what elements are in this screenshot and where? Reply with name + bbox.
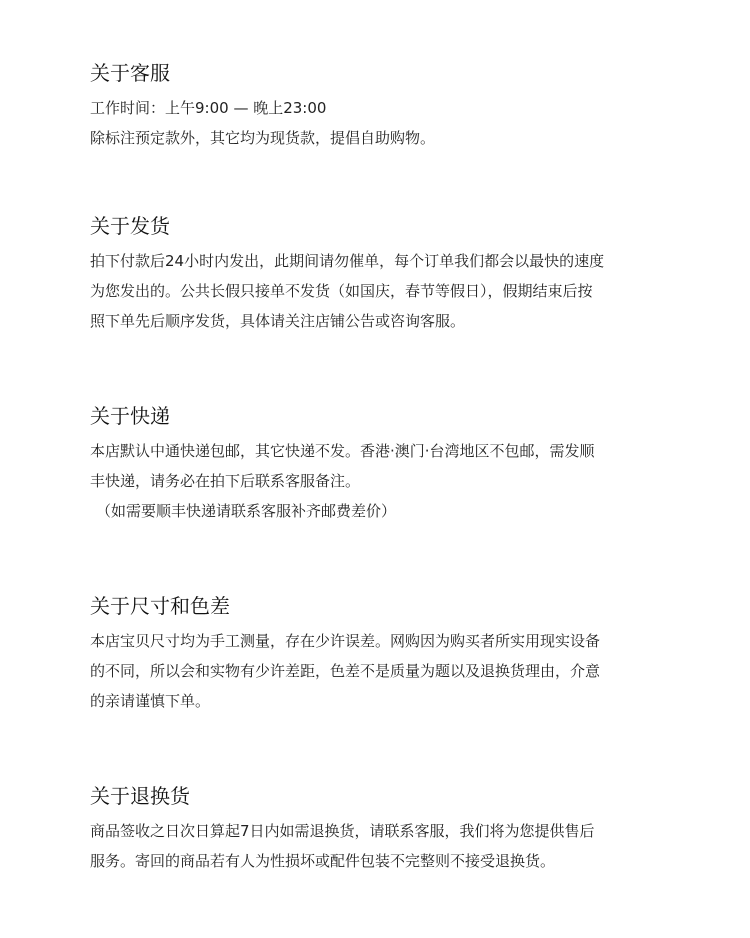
section-text-line: 的不同，所以会和实物有少许差距，色差不是质量为题以及退换货理由，介意 — [90, 662, 601, 680]
section-text-line: 服务。寄回的商品若有人为性损坏或配件包装不完整则不接受退换货。 — [90, 852, 556, 870]
section-customer-service — [90, 59, 680, 153]
section-title: 关于发货 — [90, 214, 170, 238]
section-text-line: 拍下付款后24小时内发出，此期间请勿催单，每个订单我们都会以最快的速度 — [90, 252, 605, 270]
section-text-line: （如需要顺丰快递请联系客服补齐邮费差价） — [96, 502, 397, 520]
section-text-line: 除标注预定款外，其它均为现货款，提倡自助购物。 — [90, 129, 436, 147]
section-size-color — [90, 592, 680, 716]
section-courier — [90, 402, 680, 526]
section-text-line: 照下单先后顺序发货，具体请关注店铺公告或咨询客服。 — [90, 312, 466, 330]
section-text-line: 本店默认中通快递包邮，其它快递不发。香港·澳门·台湾地区不包邮，需发顺 — [90, 442, 595, 460]
section-text-line: 的亲请谨慎下单。 — [90, 692, 211, 710]
section-title: 关于客服 — [90, 61, 170, 85]
section-text-line: 为您发出的。公共长假只接单不发货（如国庆，春节等假日），假期结束后按 — [90, 282, 593, 300]
section-text-line: 商品签收之日次日算起7日内如需退换货，请联系客服，我们将为您提供售后 — [90, 822, 595, 840]
section-text-line: 本店宝贝尺寸均为手工测量，存在少许误差。网购因为购买者所实用现实设备 — [90, 632, 601, 650]
section-text-line: 工作时间：上午9:00 — 晚上23:00 — [90, 99, 327, 117]
section-title: 关于退换货 — [90, 784, 190, 808]
section-title: 关于快递 — [90, 404, 170, 428]
section-returns — [90, 782, 680, 876]
section-text-line: 丰快递，请务必在拍下后联系客服备注。 — [90, 472, 361, 490]
section-title: 关于尺寸和色差 — [90, 594, 230, 618]
section-shipping — [90, 212, 680, 336]
